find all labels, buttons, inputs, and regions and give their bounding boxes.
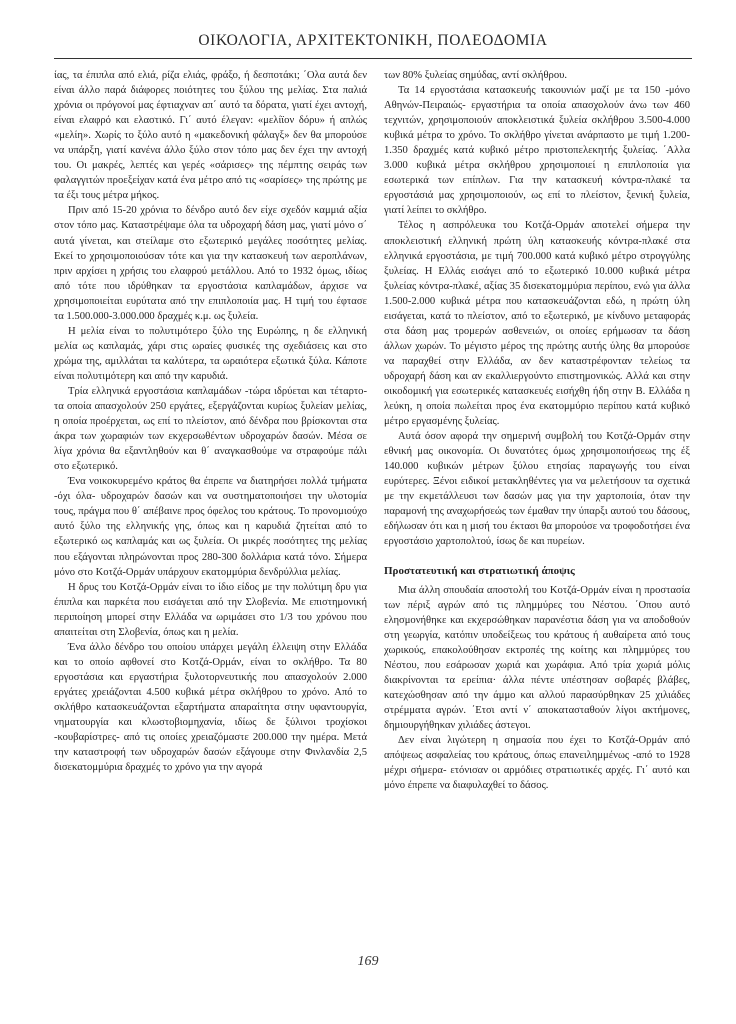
left-column [54, 68, 367, 775]
paragraph: Η μελία είναι το πολυτιμότερο ξύλο της Ευρώπης, η δε ελληνική μελία ως καπλαμάς, χάρι στις ωραίες φυσικές της σχεδιάσεις και στο χρώμα της, αμιλλάται τα καλύτερα, τα ωραιότερα εξωτικά ξύλα. Κάποτε είναι πολυτιμότερη και από την καρυδιά. [54, 325, 367, 382]
paragraph: Δεν είναι λιγώτερη η σημασία που έχει το Κοτζά-Ορμάν από απόψεως ασφαλείας του κράτους, όπως επανειλημμένως -από το 1928 μέχρι σήμερα- ετόνισαν οι αρμόδιες στρατιωτικές αρχές. Γι΄ αυτό και μόνο έπρεπε να διαφυλαχθεί το δάσος. [384, 735, 690, 792]
paragraph: Τέλος η ασπρόλευκα του Κοτζά-Ορμάν αποτελεί σήμερα την αποκλειστική ελληνική πρώτη ύλη κατασκευής κόντρα-πλακέ στα ελληνικά εργοστάσια, με τιμή 700.000 κατά κυβικό μέτρο στρογγύλης ξυλείας. Η Ελλάς εισάγει από το εξωτερικό 10.000 κυβικά μέτρα ξυλείας κόντρα-πλακέ, αξίας 35 δισεκατομμύρια περίπου, ενώ για άλλα 1.500-2.000 κυβικά μέτρα που κατασκευάζονται εδώ, η πρώτη ύλη εισάγεται, κατά το πλείστον, από το εξωτερικό, με κίνδυνο μεταφοράς στα δάση μας τρομερών ασθενειών, οι οποίες ερήμωσαν τα δάση άλλων χωρών. Το μέγιστο μέρος της πρώτης αυτής ύλης θα μπορούσε να παραχθεί στην Ελλάδα, αν δεν καταστρέφονταν τελείως τα υδροχαρή δάση και αν εκαλλιεργούντο επιστημονικώς. Αλλά και στην οικοδομική για εσωτερικές κατασκευές εισήχθη ήδη στην Β. Ελλάδα η λεύκη, η οποία πωλείται προς ένα εκατομμύριο περίπου κατά κυβικό μέτρο εργασμένης ξυλείας. [384, 220, 690, 428]
paragraph: Τα 14 εργοστάσια κατασκευής τακουνιών μαζί με τα 150 -μόνο Αθηνών-Πειραιώς- εργαστήρια τα οποία απασχολούν άνω των 460 τεχνιτών, χρησιμοποιούν αποκλειστικά ξυλεία σκλήθρου 3.500-4.000 κυβικά μέτρα το χρόνο. Το σκλήθρο γίνεται ανάρπαστο με τιμή 1.200-1.350 δραχμές κατά κυβικό μέτρο πριστοπελεκητής ξυλείας. ΄Αλλα 3.000 κυβικά μέτρα σκλήθρου χρησιμοποιεί η επιπλοποιία για εσωτερικά των επίπλων. Για την κατασκευή κόντρα-πλακέ τα εργοστάσιά μας χρησιμοποιούν, ως επί το πλείστον, ξενική ξυλεία, γιατί λείπει το σκλήθρο. [384, 85, 690, 217]
section-heading: Προστατευτική και στρατιωτική άποψις [384, 564, 575, 577]
header-rule [54, 58, 692, 59]
paragraph: Τρία ελληνικά εργοστάσια καπλαμάδων -τώρα ιδρύεται και τέταρτο- τα οποία απασχολούν 250 εργάτες, εξεργάζονται κυρίως ξυλείαν μελίας, η οποία προέρχεται, ως επί το πλείστον, από δένδρα που βρίσκονται στα άκρα των χωραφιών των εκχερσωθέντων υδροχαρών δασών. Μέσα σε λίγα χρόνια θα εξαντληθούν και θ΄ αναγκασθούμε να στραφούμε πάλι στο εξωτερικό. [54, 385, 367, 473]
right-column [384, 68, 690, 793]
paragraph: ίας, τα έπιπλα από ελιά, ρίζα ελιάς, φράξο, ή δεσποτάκι; ΄Ολα αυτά δεν είναι άλλο παρά διάφορες ποιότητες του ξύλου της μελίας. Στα παλιά χρόνια οι πρόγονοί μας έφτιαχναν απ΄ αυτό τα δόρατα, γιατί έχει αντοχή, είναι ελαφρό και ελαστικό. Γι΄ αυτό έλεγαν: «μελίϊον δόρυ» ή απλώς «μελίη». Χωρίς το ξύλο αυτό η «μακεδονική φάλαγξ» δεν θα μπορούσε να υπάρξη, γιατί κανένα άλλο ξύλο στον τόπο μας δεν έχει την αντοχή του. Οι μακρές, λεπτές και γερές «σάρισες» της πέμπτης σειράς των φαλαγγιτών προεξείχαν κατά ένα μέτρο από τις «σαρίσες» της πρώτης με τα έξι τους μέτρα μήκος. [54, 70, 367, 202]
paragraph: Ένα άλλο δένδρο του οποίου υπάρχει μεγάλη έλλειψη στην Ελλάδα και το οποίο αφθονεί στο Κοτζά-Ορμάν, είναι το σκλήθρο. Τα 80 εργοστάσια και εργαστήρια ξυλοτορνευτικής που απασχολούν 2.000 εργάτες χρειάζονται 4.500 κυβικά μέτρα σκλήθρου το χρόνο. Από το σκλήθρο κατασκευάζονται εξαρτήματα απαραίτητα στην υφαντουργία, νηματουργία και κλωστοβιομηχανία, ιδίως δε ξύλινοι τροχίσκοι -κουβαρίστρες- από τις οποίες χρειαζόμαστε 200.000 την ημέρα. Μετά την καταστροφή των υδροχαρών δασών εξάγουμε στην Φινλανδία 2,5 δισεκατομμύρια δραχμές το χρόνο για την αγορά [54, 641, 367, 774]
page-number: 169 [357, 954, 379, 969]
running-header: ΟΙΚΟΛΟΓΙΑ, ΑΡΧΙΤΕΚΤΟΝΙΚΗ, ΠΟΛΕΟΔΟΜΙΑ [198, 32, 548, 49]
paragraph: Πριν από 15-20 χρόνια το δένδρο αυτό δεν είχε σχεδόν καμμιά αξία στον τόπο μας. Καταστρέψαμε όλα τα υδροχαρή δάση μας, γιατί μόνο σ΄ αυτά γίνεται, και στείλαμε στο εξωτερικό μεγάλες ποσότητες μελίας. Εκεί το χρησιμοποιούσαν τότε και για την κατασκευή των αεροπλάνων, πριν αρχίσει η χρήσις του ελαφρού μετάλλου. Από το 1932 όμως, ιδίως από τότε που ιδρύθηκαν τα εργοστάσια καπλαμάδων, άρχισε να χρησιμοποιείται ευρύτατα από την επιπλοποιία μας. Η τιμή του έφτασε τα 1.500.000-3.000.000 δραχμές κ.μ. ως ξυλεία. [54, 205, 367, 322]
paragraph: των 80% ξυλείας σημύδας, αντί σκλήθρου. [384, 70, 568, 81]
paragraph: Ένα νοικοκυρεμένο κράτος θα έπρεπε να διατηρήσει πολλά τμήματα -όχι όλα- υδροχαρών δασών και να συστηματοποιήσει την υλοτομία τους, πράγμα που θ΄ απέβαινε προς όφελος του κράτους. Το προνομιούχο αυτό ξύλο της ελληνικής γης, όπως και η καρυδιά ζητείται από το εξωτερικό ως καπλαμάς και ως ξυλεία. Οι μικρές ποσότητες της μελίας που εξάγονται πληρώνονται προς 280-300 δολλάρια κατά τόνο. Σήμερα μόνο στο Κοτζά-Ορμάν υπάρχουν εκατομμύρια δενδρύλλια μελίας. [54, 476, 367, 578]
paragraph: Μια άλλη σπουδαία αποστολή του Κοτζά-Ορμάν είναι η προστασία των πέριξ αγρών από τις πλημμύρες του Νέστου. ΄Οπου αυτό ελησμονήθηκε και εκχερσώθηκαν παρανέστια δάση για να αποδοθούν στη γεωργία, κατόπιν υποδείξεως του κράτους ή αυθαίρετα από τους χωρικούς, επακολούθησαν εκτροπές της κοίτης και πλημμύρες του Νέστου, που εσάρωσαν χωριά και χωράφια. Από τρία χωριά μόλις διακρίνονται τα ερείπια· άλλα πέντε υπέστησαν σοβαρές βλάβες, κατεχώσθησαν από την άμμο και αλλού παρασύρθηκαν 25 χιλιάδες στρέμματα αγρών. ΄Ετσι αντί ν΄ αποκατασταθούν λίγοι ακτήμονες, δημιουργήθηκαν χιλιάδες άστεγοι. [384, 584, 690, 731]
paragraph: Η δρυς του Κοτζά-Ορμάν είναι το ίδιο είδος με την πολύτιμη δρυ για έπιπλα και παρκέτα που εισάγεται από την Σλοβενία. Με επιστημονική περιποίηση μπορεί στην Ελλάδα να ωριμάσει στο 1/3 του χρόνου που απαιτείται στη Σλοβενία, όπως και η μελία. [54, 581, 367, 638]
paragraph: Αυτά όσον αφορά την σημερινή συμβολή του Κοτζά-Ορμάν στην εθνική μας οικονομία. Οι δυνατότες όμως χρησιμοποιήσεως της έξ 140.000 κυβικών μέτρων ξύλου ετησίας παραγωγής του είναι ευρύτερες. Ξένοι ειδικοί μετακληθέντες για να μελετήσουν τα σχετικά με την εκμετάλλευσι των δασών μας για την χαρτοποιία, όταν την παραμονή της αναχωρήσεώς των έμαθαν την ύπαρξι αυτού του δάσους, εδήλωσαν ότι και η μισή του έκτασι θα μπορούσε να τροφοδοτήσει ένα εργοστάσιο χαρτοπολτού, ίσως δε και πυρείων. [384, 431, 690, 548]
